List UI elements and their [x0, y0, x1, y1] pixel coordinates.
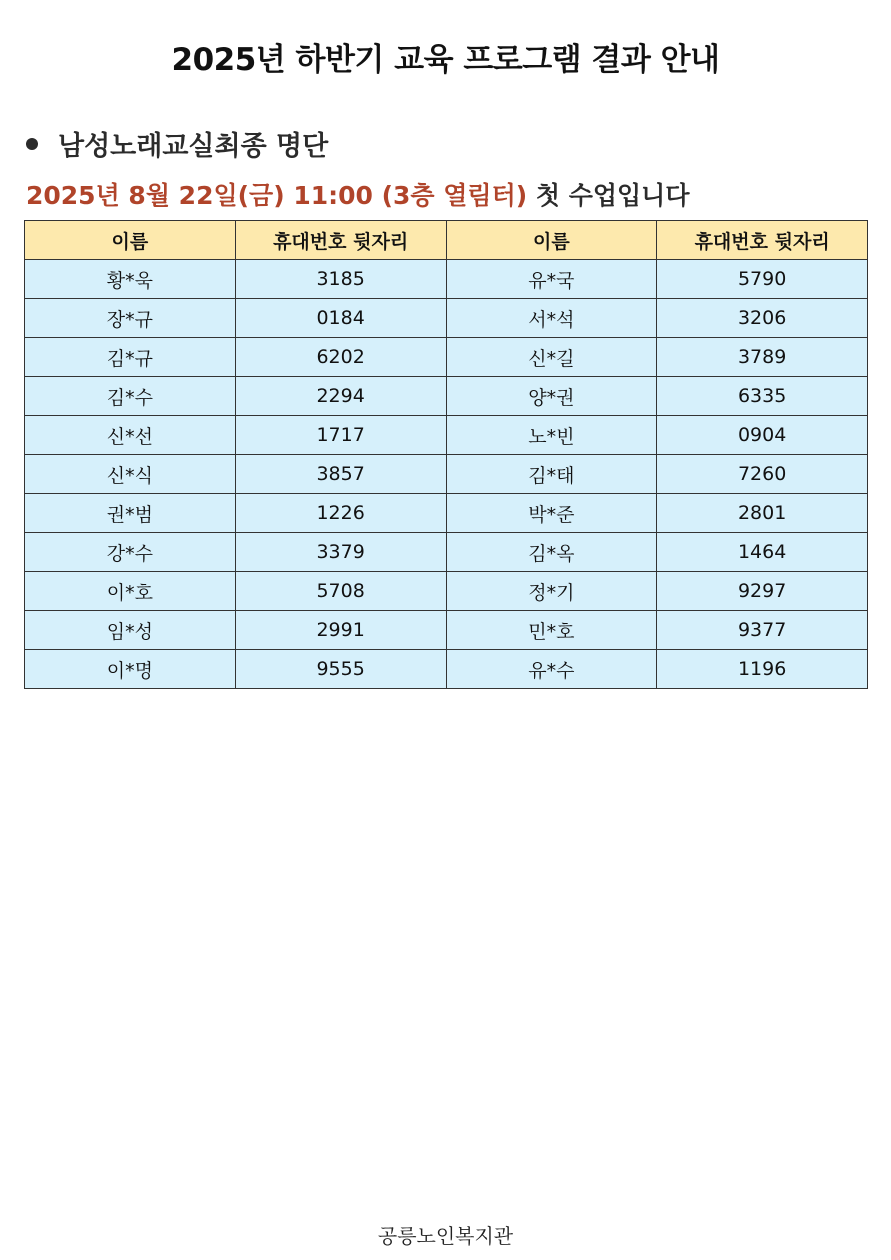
- phone-right-cell: 1464: [657, 533, 868, 572]
- header-name-right: 이름: [446, 221, 657, 260]
- header-name-left: 이름: [25, 221, 236, 260]
- phone-left-cell: 3857: [235, 455, 446, 494]
- phone-right-cell: 3206: [657, 299, 868, 338]
- name-left-cell: 신*선: [25, 416, 236, 455]
- roster-table: [24, 220, 868, 689]
- name-right-cell: 노*빈: [446, 416, 657, 455]
- table-row: [25, 455, 868, 494]
- section-heading: [26, 124, 328, 163]
- phone-left-cell: 5708: [235, 572, 446, 611]
- phone-right-cell: 2801: [657, 494, 868, 533]
- phone-right-cell: 3789: [657, 338, 868, 377]
- name-right-cell: 김*태: [446, 455, 657, 494]
- phone-left-cell: 6202: [235, 338, 446, 377]
- phone-left-cell: 0184: [235, 299, 446, 338]
- name-left-cell: 김*규: [25, 338, 236, 377]
- name-right-cell: 김*옥: [446, 533, 657, 572]
- name-right-cell: 유*국: [446, 260, 657, 299]
- name-left-cell: 이*호: [25, 572, 236, 611]
- table-header-row: [25, 221, 868, 260]
- table-row: [25, 377, 868, 416]
- table-row: [25, 572, 868, 611]
- schedule-notice: [26, 176, 689, 212]
- name-right-cell: 유*수: [446, 650, 657, 689]
- name-left-cell: 장*규: [25, 299, 236, 338]
- phone-right-cell: 7260: [657, 455, 868, 494]
- phone-left-cell: 1717: [235, 416, 446, 455]
- section-label: 남성노래교실최종 명단: [58, 131, 329, 162]
- header-phone-right: 휴대번호 뒷자리: [657, 221, 868, 260]
- name-left-cell: 권*범: [25, 494, 236, 533]
- table-row: [25, 338, 868, 377]
- name-left-cell: 김*수: [25, 377, 236, 416]
- phone-right-cell: 0904: [657, 416, 868, 455]
- name-left-cell: 이*명: [25, 650, 236, 689]
- table-row: [25, 260, 868, 299]
- table-row: [25, 494, 868, 533]
- schedule-date-time: 2025년 8월 22일(금) 11:00 (3층 열림터): [26, 181, 528, 210]
- phone-left-cell: 3185: [235, 260, 446, 299]
- phone-left-cell: 3379: [235, 533, 446, 572]
- schedule-note: 첫 수업입니다: [527, 181, 690, 210]
- name-right-cell: 서*석: [446, 299, 657, 338]
- phone-left-cell: 1226: [235, 494, 446, 533]
- name-right-cell: 민*호: [446, 611, 657, 650]
- bullet-icon: [26, 138, 38, 150]
- phone-left-cell: 2991: [235, 611, 446, 650]
- table-row: [25, 299, 868, 338]
- name-left-cell: 황*욱: [25, 260, 236, 299]
- phone-left-cell: 2294: [235, 377, 446, 416]
- phone-right-cell: 1196: [657, 650, 868, 689]
- phone-left-cell: 9555: [235, 650, 446, 689]
- name-left-cell: 강*수: [25, 533, 236, 572]
- name-right-cell: 정*기: [446, 572, 657, 611]
- header-phone-left: 휴대번호 뒷자리: [235, 221, 446, 260]
- table-row: [25, 416, 868, 455]
- phone-right-cell: 5790: [657, 260, 868, 299]
- name-left-cell: 신*식: [25, 455, 236, 494]
- phone-right-cell: 9297: [657, 572, 868, 611]
- name-right-cell: 신*길: [446, 338, 657, 377]
- name-left-cell: 임*성: [25, 611, 236, 650]
- name-right-cell: 박*준: [446, 494, 657, 533]
- table-row: [25, 533, 868, 572]
- organization-name: 공릉노인복지관: [377, 1224, 514, 1248]
- table-row: [25, 650, 868, 689]
- table-row: [25, 611, 868, 650]
- phone-right-cell: 9377: [657, 611, 868, 650]
- phone-right-cell: 6335: [657, 377, 868, 416]
- roster-body: [25, 260, 868, 689]
- page-title: 2025년 하반기 교육 프로그램 결과 안내: [171, 42, 720, 78]
- name-right-cell: 양*권: [446, 377, 657, 416]
